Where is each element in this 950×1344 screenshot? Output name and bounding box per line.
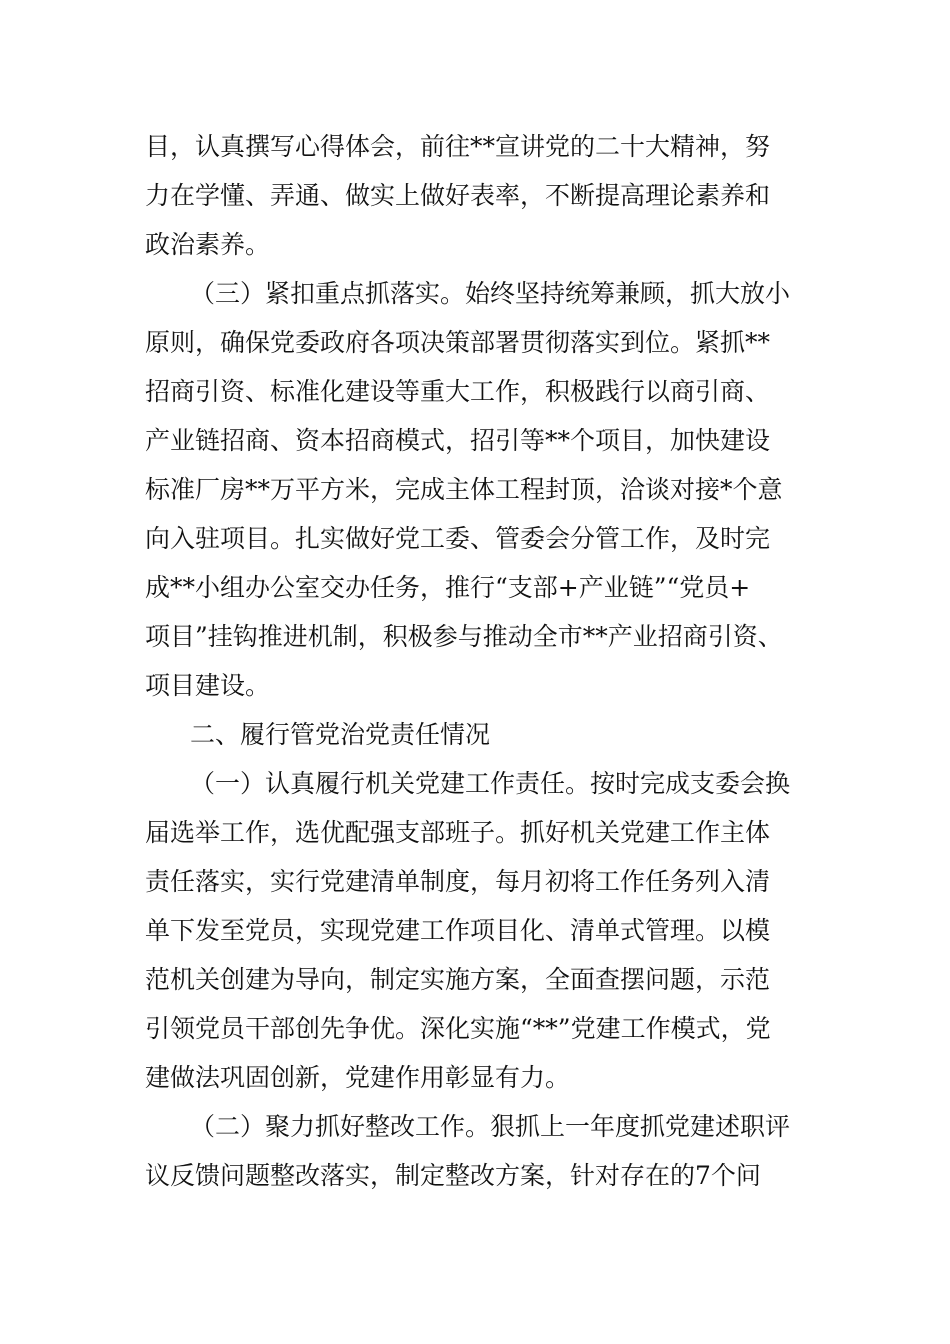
section-heading: 二、履行管党治党责任情况 [190, 720, 491, 749]
text-line: 成**小组办公室交办任务，推行“支部+产业链”“党员+ [145, 573, 751, 602]
text-line: 议反馈问题整改落实，制定整改方案，针对存在的7个问 [145, 1161, 761, 1190]
text-line: 项目”挂钩推进机制，积极参与推动全市**产业招商引资、 [145, 622, 783, 651]
text-line: 原则，确保党委政府各项决策部署贯彻落实到位。紧抓** [145, 328, 771, 357]
text-line: 标准厂房**万平方米，完成主体工程封顶，洽谈对接*个意 [145, 475, 783, 504]
text-line: 目，认真撰写心得体会，前往**宣讲党的二十大精神，努 [145, 132, 771, 161]
text-line: 单下发至党员，实现党建工作项目化、清单式管理。以模 [145, 916, 771, 945]
text-line: 建做法巩固创新，党建作用彰显有力。 [145, 1063, 571, 1092]
paragraph-heading-line: （一）认真履行机关党建工作责任。按时完成支委会换 [190, 769, 791, 798]
text-line: 政治素养。 [145, 230, 271, 259]
text-line: 力在学懂、弄通、做实上做好表率，不断提高理论素养和 [145, 181, 771, 210]
paragraph-heading-line: （二）聚力抓好整改工作。狠抓上一年度抓党建述职评 [190, 1112, 791, 1141]
paragraph-heading-line: （三）紧扣重点抓落实。始终坚持统筹兼顾，抓大放小 [190, 279, 791, 308]
text-line: 项目建设。 [145, 671, 271, 700]
text-line: 引领党员干部创先争优。深化实施“**”党建工作模式，党 [145, 1014, 771, 1043]
text-line: 向入驻项目。扎实做好党工委、管委会分管工作，及时完 [145, 524, 771, 553]
text-line: 届选举工作，选优配强支部班子。抓好机关党建工作主体 [145, 818, 771, 847]
text-line: 招商引资、标准化建设等重大工作，积极践行以商引商、 [145, 377, 771, 406]
text-line: 责任落实，实行党建清单制度，每月初将工作任务列入清 [145, 867, 771, 896]
text-line: 产业链招商、资本招商模式，招引等**个项目，加快建设 [145, 426, 771, 455]
text-line: 范机关创建为导向，制定实施方案，全面查摆问题，示范 [145, 965, 771, 994]
